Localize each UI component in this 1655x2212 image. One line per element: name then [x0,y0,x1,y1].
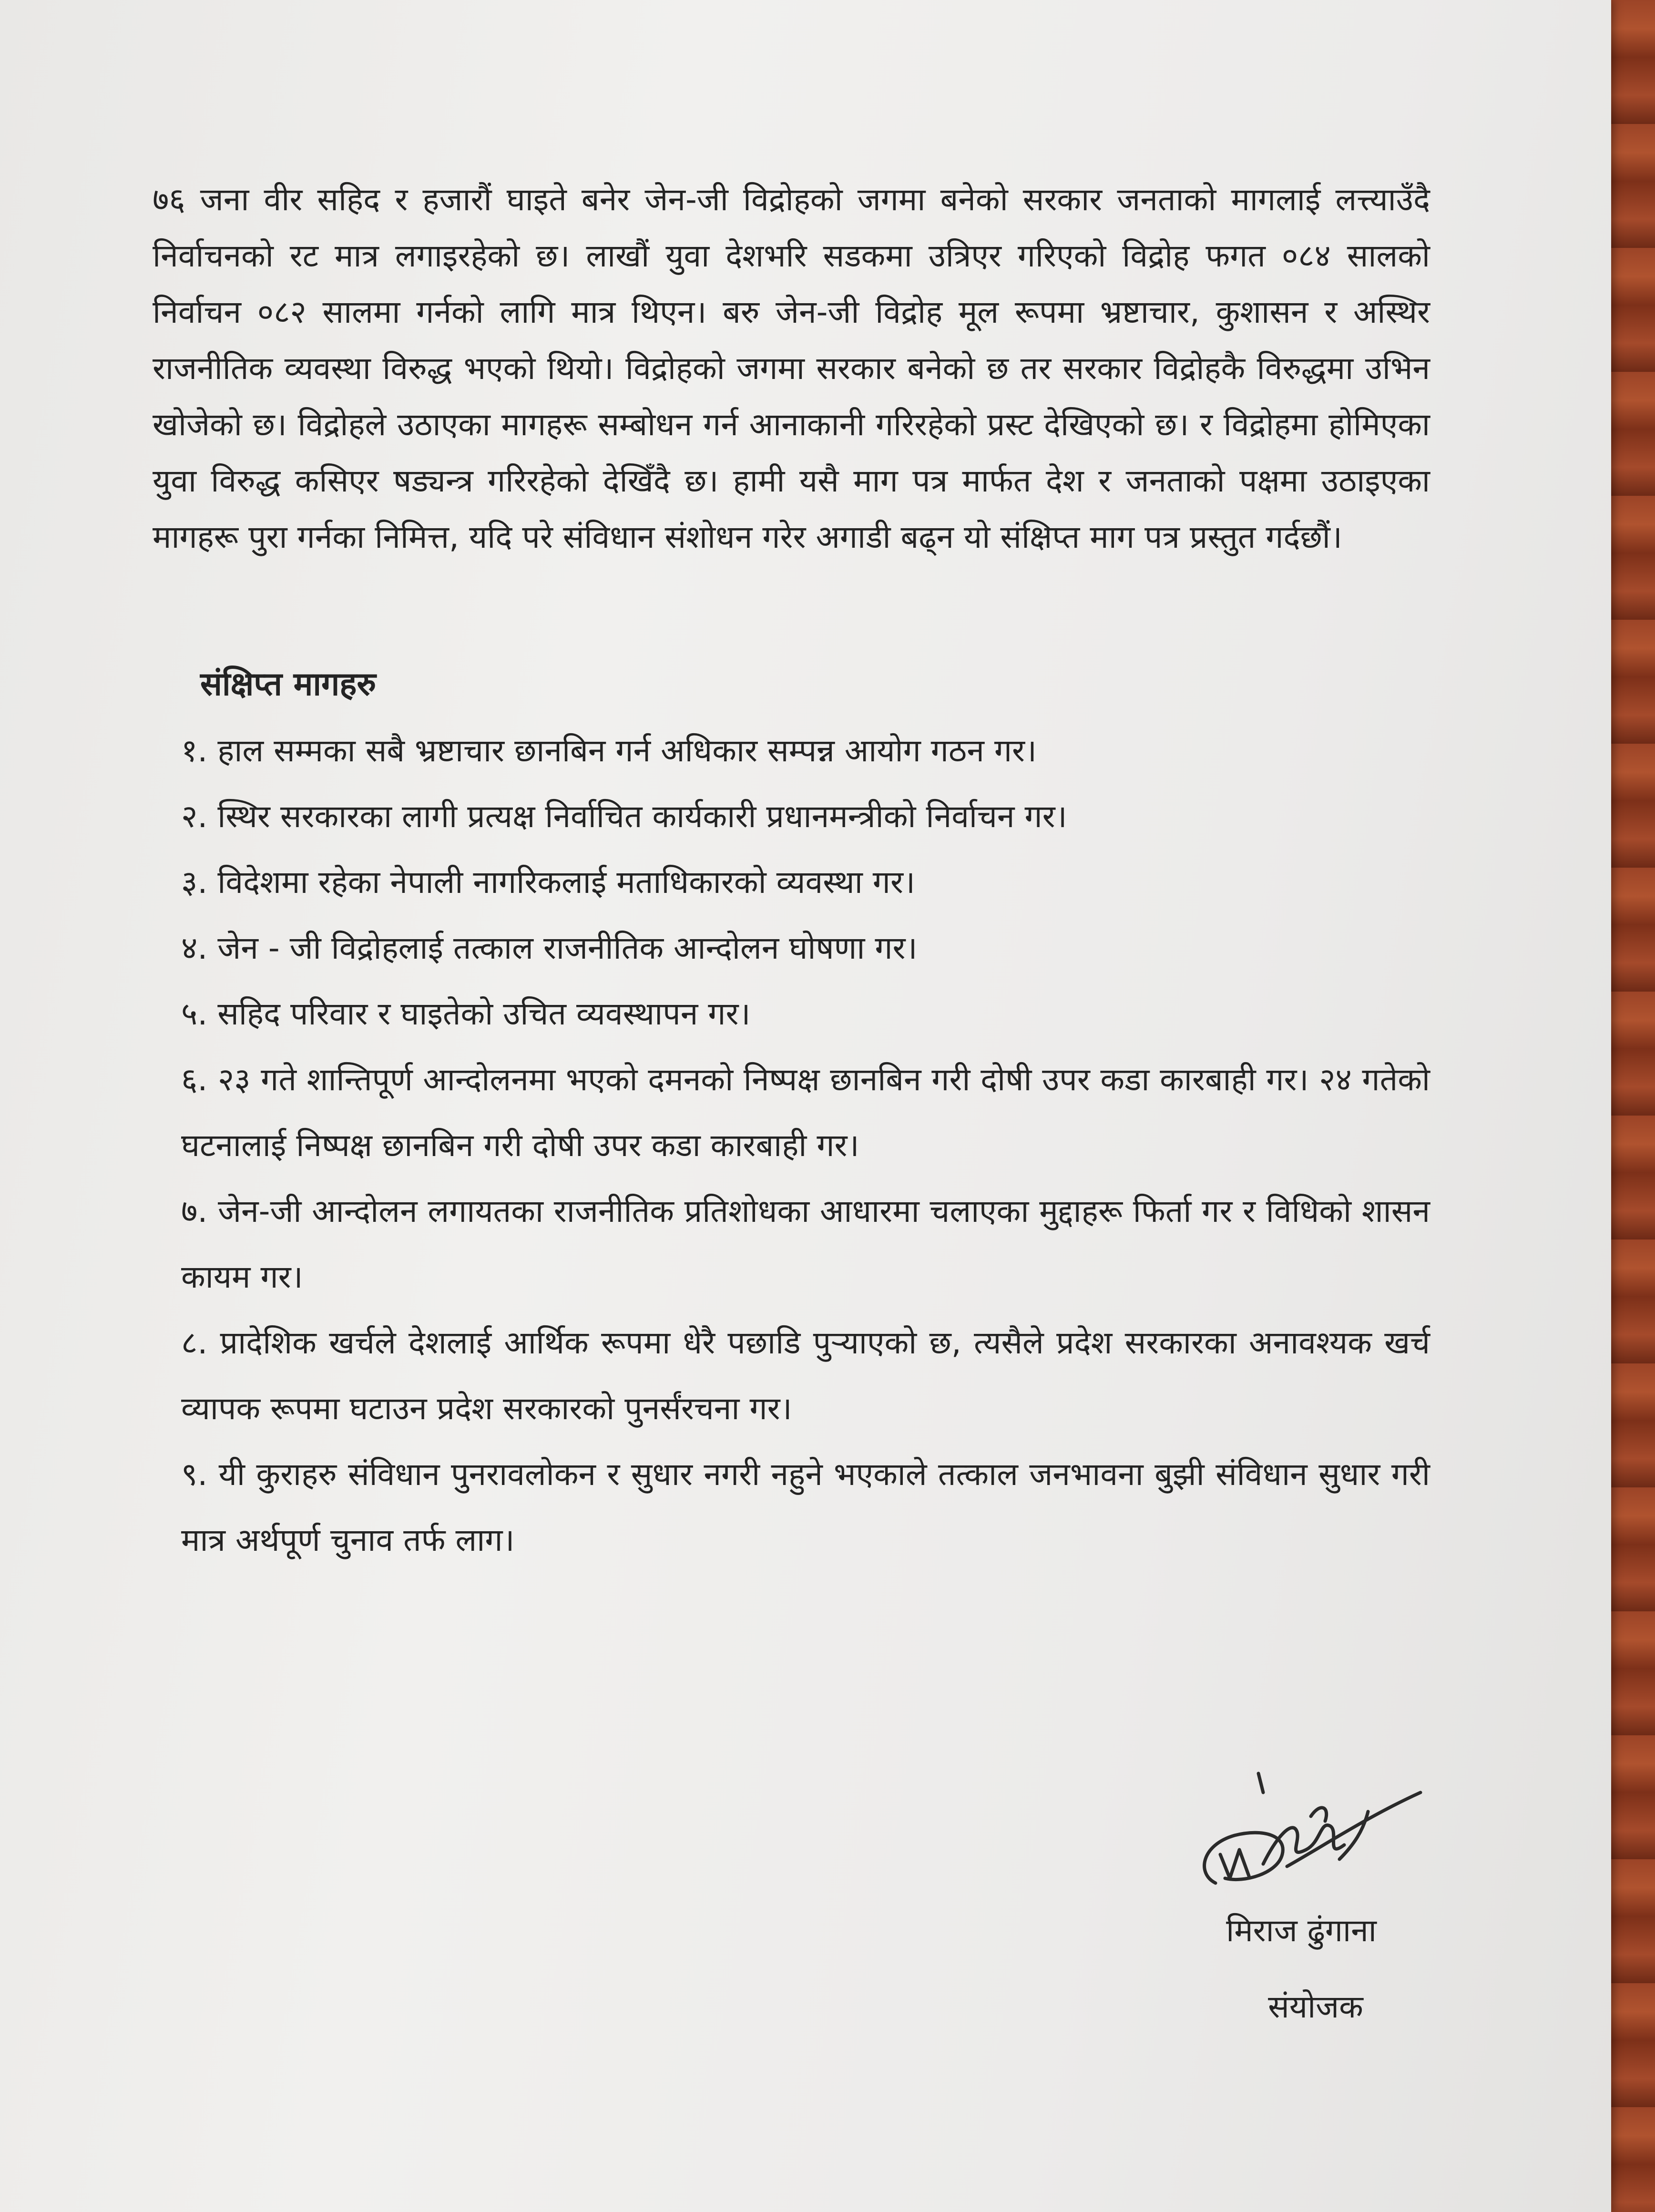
demand-item-1: १. हाल सम्मका सबै भ्रष्टाचार छानबिन गर्न अधिकार सम्पन्न आयोग गठन गर। [181,732,1037,769]
demand-item-8: ८. प्रादेशिक खर्चले देशलाई आर्थिक रूपमा धेरै पछाडि पुऱ्याएको छ, त्यसैले प्रदेश सरकारका अनावश्यक खर्च व्यापक रूपमा घटाउन प्रदेश सरकारको पुनर्संरचना गर। [181,1324,1430,1427]
letter-body [153,172,1430,1573]
demand-item-9: ९. यी कुराहरु संविधान पुनरावलोकन र सुधार नगरी नहुने भएकाले तत्काल जनभावना बुझी संविधान सुधार गरी मात्र अर्थपूर्ण चुनाव तर्फ लाग। [181,1456,1430,1558]
demand-item-5: ५. सहिद परिवार र घाइतेको उचित व्यवस्थापन गर। [181,995,751,1032]
handwritten-signature [1168,1764,1435,1907]
demand-item-2: २. स्थिर सरकारका लागी प्रत्यक्ष निर्वाचित कार्यकारी प्रधानमन्त्रीको निर्वाचन गर। [181,798,1067,835]
intro-paragraph: ७६ जना वीर सहिद र हजारौं घाइते बनेर जेन-जी विद्रोहको जगमा बनेको सरकार जनताको मागलाई लत्त्याउँदै निर्वाचनको रट मात्र लगाइरहेको छ। लाखौं युवा देशभरि सडकमा उत्रिएर गरिएको विद्रोह फगत ०८४ सालको निर्वाचन ०८२ सालमा गर्नको लागि मात्र थिएन। बरु जेन-जी विद्रोह मूल रूपमा भ्रष्टाचार, कुशासन र अस्थिर राजनीतिक व्यवस्था विरुद्ध भएको थियो। विद्रोहको जगमा सरकार बनेको छ तर सरकार विद्रोहकै विरुद्धमा उभिन खोजेको छ। विद्रोहले उठाएका मागहरू सम्बोधन गर्न आनाकानी गरिरहेको प्रस्ट देखिएको छ। र विद्रोहमा होमिएका युवा विरुद्ध कसिएर षड्यन्त्र गरिरहेको देखिँदै छ। हामी यसै माग पत्र मार्फत देश र जनताको पक्षमा उठाइएका मागहरू पुरा गर्नका निमित्त, यदि परे संविधान संशोधन गरेर अगाडी बढ्न यो संक्षिप्त माग पत्र प्रस्तुत गर्दछौं। [153,181,1430,555]
signer-role: संयोजक [1268,1988,1363,2025]
signature-block [1134,1764,1468,2031]
demand-item-6: ६. २३ गते शान्तिपूर्ण आन्दोलनमा भएको दमनको निष्पक्ष छानबिन गरी दोषी उपर कडा कारबाही गर। २४ गतेको घटनालाई निष्पक्ष छानबिन गरी दोषी उपर कडा कारबाही गर। [181,1061,1430,1164]
signer-name: मिराज ढुंगाना [1226,1912,1377,1949]
demands-list [153,718,1430,1573]
demands-heading: संक्षिप्त मागहरु [200,666,377,703]
demand-item-7: ७. जेन-जी आन्दोलन लगायतका राजनीतिक प्रतिशोधका आधारमा चलाएका मुद्दाहरू फिर्ता गर र विधिको शासन कायम गर। [181,1193,1430,1295]
demand-item-3: ३. विदेशमा रहेका नेपाली नागरिकलाई मताधिकारको व्यवस्था गर। [181,864,915,901]
demand-item-4: ४. जेन - जी विद्रोहलाई तत्काल राजनीतिक आन्दोलन घोषणा गर। [181,930,918,966]
